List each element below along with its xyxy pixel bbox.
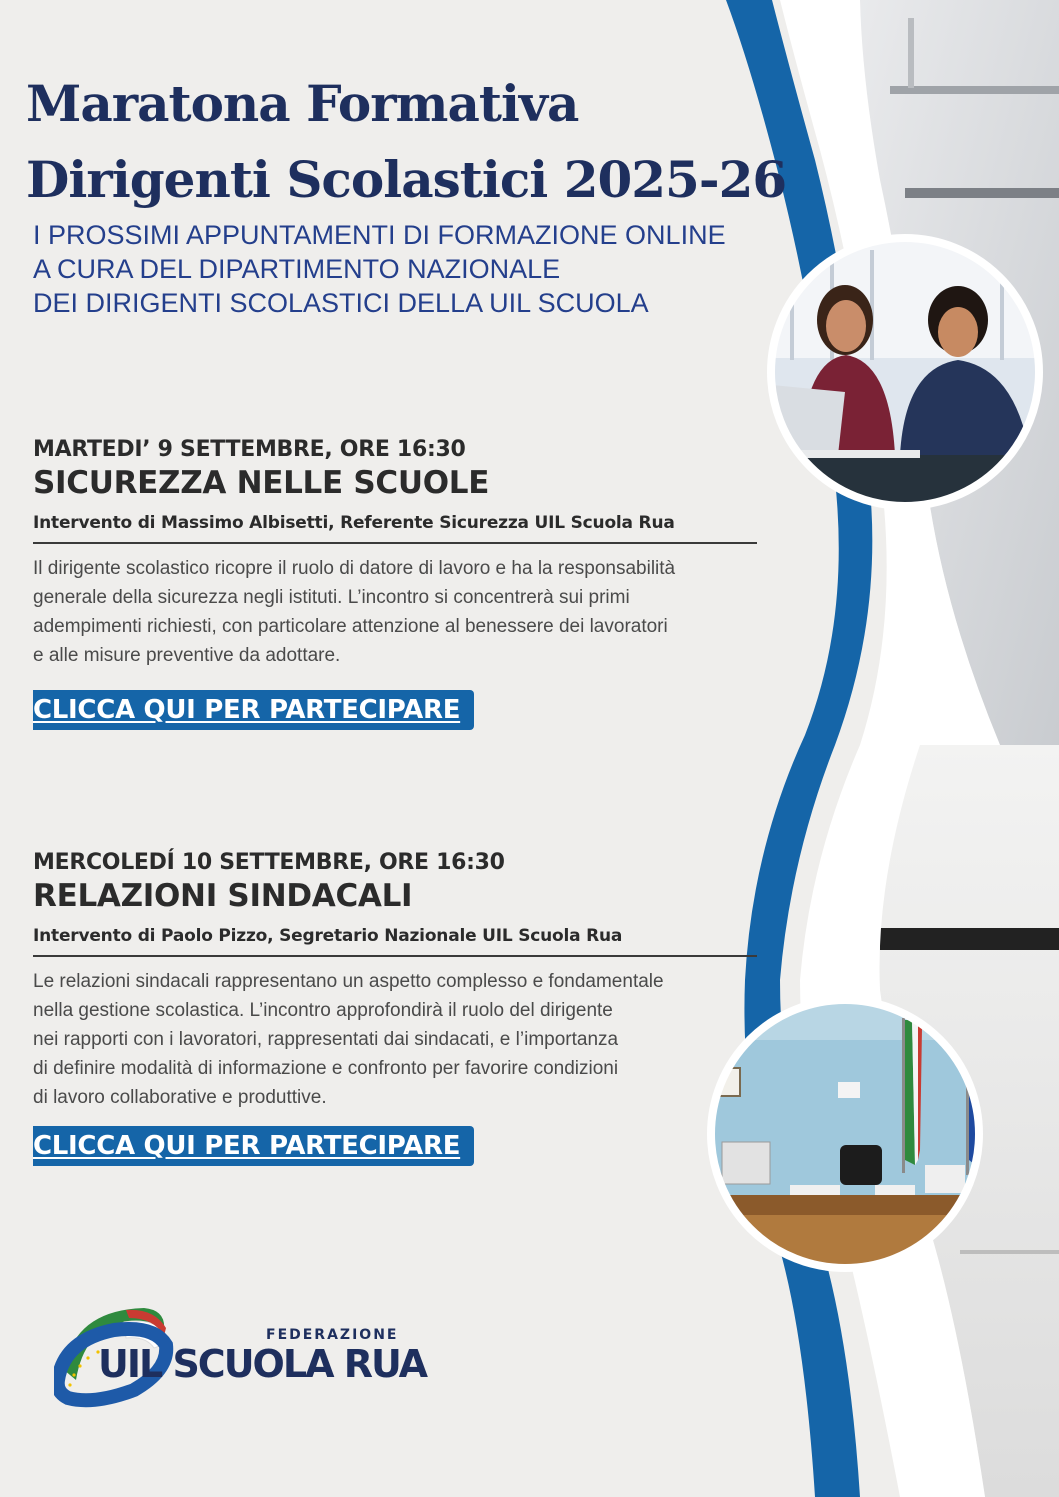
- uil-scuola-rua-logo: [54, 1300, 427, 1410]
- event-title: RELAZIONI SINDACALI: [33, 878, 413, 914]
- page-title: [26, 66, 786, 218]
- desc-line: generale della sicurezza negli istituti. L’incontro si concentrerà sui primi: [33, 587, 630, 608]
- desc-line: di lavoro collaborative e produttive.: [33, 1087, 327, 1108]
- event-description: [33, 967, 757, 1112]
- desk-edge: [960, 1250, 1059, 1254]
- participate-link-button[interactable]: CLICCA QUI PER PARTECIPARE: [33, 690, 474, 730]
- subtitle-line-1: I PROSSIMI APPUNTAMENTI DI FORMAZIONE ONLINE: [33, 220, 726, 250]
- desc-line: nei rapporti con i lavoratori, rappresentati dai sindacati, e l’importanza: [33, 1029, 619, 1050]
- wall-dark-band: [880, 928, 1059, 950]
- event-relazioni-sindacali: [33, 849, 757, 1166]
- participate-link-button[interactable]: CLICCA QUI PER PARTECIPARE: [33, 1126, 474, 1166]
- event-date: MERCOLEDÍ 10 SETTEMBRE, ORE 16:30: [33, 850, 505, 875]
- logo-federazione-text: FEDERAZIONE: [266, 1327, 399, 1343]
- divider: [33, 542, 757, 544]
- ceiling-beam: [908, 18, 914, 88]
- desc-line: Il dirigente scolastico ricopre il ruolo di datore di lavoro e ha la responsabilità: [33, 558, 676, 579]
- event-speaker: Intervento di Massimo Albisetti, Referente Sicurezza UIL Scuola Rua: [33, 513, 675, 533]
- ceiling-light-2: [905, 188, 1059, 198]
- subtitle-line-3: DEI DIRIGENTI SCOLASTICI DELLA UIL SCUOLA: [33, 288, 649, 318]
- event-title: SICUREZZA NELLE SCUOLE: [33, 465, 490, 501]
- event-sicurezza: [33, 436, 757, 730]
- title-line-1: Maratona Formativa: [26, 74, 579, 133]
- divider: [33, 955, 757, 957]
- event-date: MARTEDI’ 9 SETTEMBRE, ORE 16:30: [33, 437, 466, 462]
- desc-line: Le relazioni sindacali rappresentano un aspetto complesso e fondamentale: [33, 971, 664, 992]
- subtitle: [33, 218, 726, 320]
- logo-name-text: UIL SCUOLA RUA: [98, 1342, 427, 1386]
- ceiling-light: [890, 86, 1059, 94]
- desc-line: e alle misure preventive da adottare.: [33, 645, 341, 666]
- event-speaker: Intervento di Paolo Pizzo, Segretario Nazionale UIL Scuola Rua: [33, 926, 623, 946]
- desc-line: di definire modalità di informazione e confronto per favorire condizioni: [33, 1058, 619, 1079]
- desc-line: adempimenti richiesti, con particolare attenzione al benessere dei lavoratori: [33, 616, 668, 637]
- event-description: [33, 554, 757, 670]
- desc-line: nella gestione scolastica. L’incontro approfondirà il ruolo del dirigente: [33, 1000, 613, 1021]
- title-line-2: Dirigenti Scolastici 2025-26: [26, 150, 787, 209]
- subtitle-line-2: A CURA DEL DIPARTIMENTO NAZIONALE: [33, 254, 561, 284]
